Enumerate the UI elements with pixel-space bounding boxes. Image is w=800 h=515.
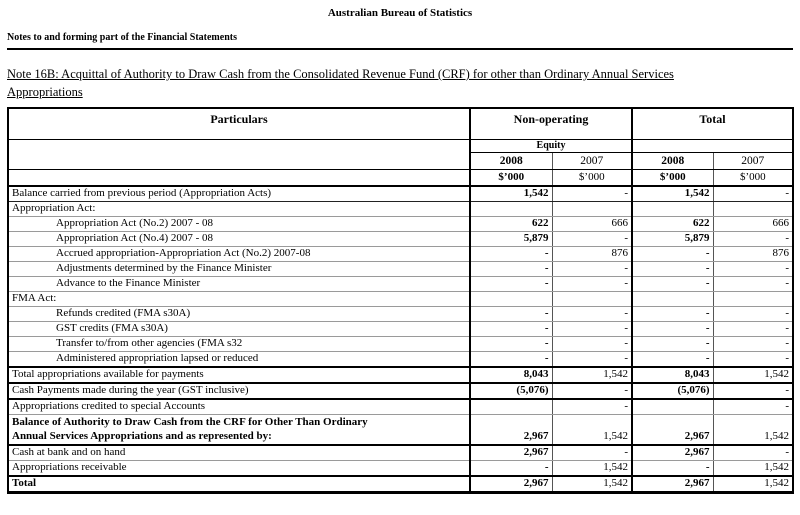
row-label: Balance carried from previous period (Appropriation Acts) bbox=[8, 186, 470, 202]
row-label: Appropriation Act (No.2) 2007 - 08 bbox=[8, 217, 470, 232]
value-total-2007: 1,542 bbox=[713, 367, 793, 383]
value-total-2008: 8,043 bbox=[632, 367, 713, 383]
row-label: Cash Payments made during the year (GST inclusive) bbox=[8, 383, 470, 399]
value-total-2008: - bbox=[632, 352, 713, 368]
value-nonop-2007: - bbox=[552, 262, 632, 277]
value-total-2007: - bbox=[713, 322, 793, 337]
table-row bbox=[8, 461, 793, 477]
value-nonop-2008: 2,967 bbox=[470, 476, 552, 493]
value-total-2008: - bbox=[632, 307, 713, 322]
year-header-total-2007: 2007 bbox=[713, 152, 793, 169]
table-row bbox=[8, 337, 793, 352]
value-nonop-2007: 1,542 bbox=[552, 367, 632, 383]
row-label: Advance to the Finance Minister bbox=[8, 277, 470, 292]
note-title-line1: Note 16B: Acquittal of Authority to Draw Cash from the Consolidated Revenue Fund (CRF) for other than Ordinary Annual Services bbox=[7, 67, 674, 81]
units-nonop-2008: $’000 bbox=[470, 169, 552, 186]
row-label: Total appropriations available for payments bbox=[8, 367, 470, 383]
value-nonop-2008 bbox=[470, 292, 552, 307]
table-row bbox=[8, 217, 793, 232]
empty-cell bbox=[8, 139, 470, 152]
year-header-total-2008: 2008 bbox=[632, 152, 713, 169]
row-label-line2: Annual Services Appropriations and as represented by: bbox=[12, 430, 272, 443]
value-nonop-2008: 5,879 bbox=[470, 232, 552, 247]
row-label: Transfer to/from other agencies (FMA s32 bbox=[8, 337, 470, 352]
value-total-2008: - bbox=[632, 277, 713, 292]
value-total-2008: - bbox=[632, 322, 713, 337]
year-header-nonop-2007: 2007 bbox=[552, 152, 632, 169]
row-label: Accrued appropriation-Appropriation Act (No.2) 2007-08 bbox=[8, 247, 470, 262]
units-total-2007: $’000 bbox=[713, 169, 793, 186]
value-total-2007: - bbox=[713, 186, 793, 202]
value-total-2007: 1,542 bbox=[713, 476, 793, 493]
value-nonop-2008: - bbox=[470, 307, 552, 322]
value-total-2007: 1,542 bbox=[713, 415, 793, 446]
table-row bbox=[8, 415, 793, 446]
value-nonop-2008: - bbox=[470, 322, 552, 337]
value-total-2008: 2,967 bbox=[632, 415, 713, 446]
appropriations-table bbox=[7, 107, 794, 494]
year-header-row bbox=[8, 152, 793, 169]
value-nonop-2007: - bbox=[552, 445, 632, 461]
row-label: Adjustments determined by the Finance Minister bbox=[8, 262, 470, 277]
table-header-row bbox=[8, 108, 793, 139]
value-nonop-2008: - bbox=[470, 461, 552, 477]
row-label: Cash at bank and on hand bbox=[8, 445, 470, 461]
value-total-2008: 2,967 bbox=[632, 445, 713, 461]
value-nonop-2008 bbox=[470, 399, 552, 415]
table-row bbox=[8, 383, 793, 399]
empty-cell bbox=[8, 152, 470, 169]
value-nonop-2008: 622 bbox=[470, 217, 552, 232]
table-row bbox=[8, 186, 793, 202]
value-total-2007 bbox=[713, 292, 793, 307]
row-label: Total bbox=[12, 477, 37, 490]
value-nonop-2007: - bbox=[552, 232, 632, 247]
value-nonop-2007: - bbox=[552, 352, 632, 368]
table-row bbox=[8, 322, 793, 337]
value-total-2007: - bbox=[713, 383, 793, 399]
col-header-total: Total bbox=[632, 108, 793, 139]
value-total-2007 bbox=[713, 202, 793, 217]
value-nonop-2007: - bbox=[552, 383, 632, 399]
value-nonop-2007: 1,542 bbox=[552, 461, 632, 477]
value-nonop-2007: - bbox=[552, 186, 632, 202]
empty-cell bbox=[632, 139, 793, 152]
year-header-nonop-2008: 2008 bbox=[470, 152, 552, 169]
value-nonop-2007: - bbox=[552, 399, 632, 415]
table-row bbox=[8, 445, 793, 461]
value-nonop-2007: - bbox=[552, 307, 632, 322]
col-header-non-operating: Non-operating bbox=[470, 108, 632, 139]
table-row bbox=[8, 399, 793, 415]
value-nonop-2008 bbox=[470, 202, 552, 217]
row-label: GST credits (FMA s30A) bbox=[8, 322, 470, 337]
note-title-line2: Appropriations bbox=[7, 85, 83, 100]
col-header-particulars: Particulars bbox=[8, 108, 470, 139]
table-row bbox=[8, 367, 793, 383]
value-total-2008 bbox=[632, 202, 713, 217]
value-nonop-2008: - bbox=[470, 352, 552, 368]
value-total-2007: - bbox=[713, 399, 793, 415]
value-total-2007: 876 bbox=[713, 247, 793, 262]
equity-subheader-row bbox=[8, 139, 793, 152]
note-title bbox=[7, 65, 793, 101]
value-nonop-2007 bbox=[552, 292, 632, 307]
row-label bbox=[8, 415, 470, 446]
value-nonop-2008: - bbox=[470, 247, 552, 262]
table-row bbox=[8, 232, 793, 247]
units-total-2008: $’000 bbox=[632, 169, 713, 186]
value-total-2008: (5,076) bbox=[632, 383, 713, 399]
table-row-total bbox=[8, 476, 793, 493]
value-nonop-2008: 8,043 bbox=[470, 367, 552, 383]
value-total-2008: 622 bbox=[632, 217, 713, 232]
value-nonop-2008: - bbox=[470, 337, 552, 352]
value-nonop-2007: 1,542 bbox=[552, 476, 632, 493]
value-total-2008: - bbox=[632, 461, 713, 477]
value-nonop-2008: (5,076) bbox=[470, 383, 552, 399]
row-label: Administered appropriation lapsed or reduced bbox=[8, 352, 470, 368]
value-nonop-2008: - bbox=[470, 262, 552, 277]
value-nonop-2008: 1,542 bbox=[470, 186, 552, 202]
row-label: Appropriations receivable bbox=[8, 461, 470, 477]
value-nonop-2008: - bbox=[470, 277, 552, 292]
table-row bbox=[8, 307, 793, 322]
doc-header: Notes to and forming part of the Financial Statements bbox=[7, 32, 793, 50]
value-total-2008 bbox=[632, 292, 713, 307]
value-nonop-2008: 2,967 bbox=[470, 445, 552, 461]
units-header-row bbox=[8, 169, 793, 186]
subheader-equity: Equity bbox=[470, 139, 632, 152]
row-label: Refunds credited (FMA s30A) bbox=[8, 307, 470, 322]
value-nonop-2007: - bbox=[552, 337, 632, 352]
value-nonop-2007: 666 bbox=[552, 217, 632, 232]
value-nonop-2007 bbox=[552, 202, 632, 217]
row-label: Appropriations credited to special Accounts bbox=[8, 399, 470, 415]
table-row bbox=[8, 277, 793, 292]
value-nonop-2007: 1,542 bbox=[552, 415, 632, 446]
value-nonop-2007: - bbox=[552, 277, 632, 292]
value-total-2007: 1,542 bbox=[713, 461, 793, 477]
table-row bbox=[8, 262, 793, 277]
value-total-2008: 2,967 bbox=[632, 476, 713, 493]
value-nonop-2007: 876 bbox=[552, 247, 632, 262]
value-total-2007: - bbox=[713, 262, 793, 277]
table-row bbox=[8, 352, 793, 368]
value-total-2008: - bbox=[632, 262, 713, 277]
value-total-2007: - bbox=[713, 277, 793, 292]
value-nonop-2007: - bbox=[552, 322, 632, 337]
value-total-2008: 5,879 bbox=[632, 232, 713, 247]
row-label: Appropriation Act (No.4) 2007 - 08 bbox=[8, 232, 470, 247]
row-label-line1: Balance of Authority to Draw Cash from the CRF for Other Than Ordinary bbox=[12, 416, 368, 429]
table-row bbox=[8, 202, 793, 217]
row-label: Appropriation Act: bbox=[8, 202, 470, 217]
value-total-2007: - bbox=[713, 352, 793, 368]
value-total-2007: - bbox=[713, 337, 793, 352]
empty-cell bbox=[8, 169, 470, 186]
value-nonop-2008: 2,967 bbox=[470, 415, 552, 446]
value-total-2008: - bbox=[632, 337, 713, 352]
value-total-2007: - bbox=[713, 307, 793, 322]
value-total-2007: - bbox=[713, 232, 793, 247]
table-row bbox=[8, 247, 793, 262]
value-total-2008 bbox=[632, 399, 713, 415]
value-total-2007: 666 bbox=[713, 217, 793, 232]
units-nonop-2007: $’000 bbox=[552, 169, 632, 186]
table-row bbox=[8, 292, 793, 307]
value-total-2008: 1,542 bbox=[632, 186, 713, 202]
row-label: FMA Act: bbox=[8, 292, 470, 307]
org-title: Australian Bureau of Statistics bbox=[327, 7, 473, 19]
value-total-2008: - bbox=[632, 247, 713, 262]
value-total-2007: - bbox=[713, 445, 793, 461]
